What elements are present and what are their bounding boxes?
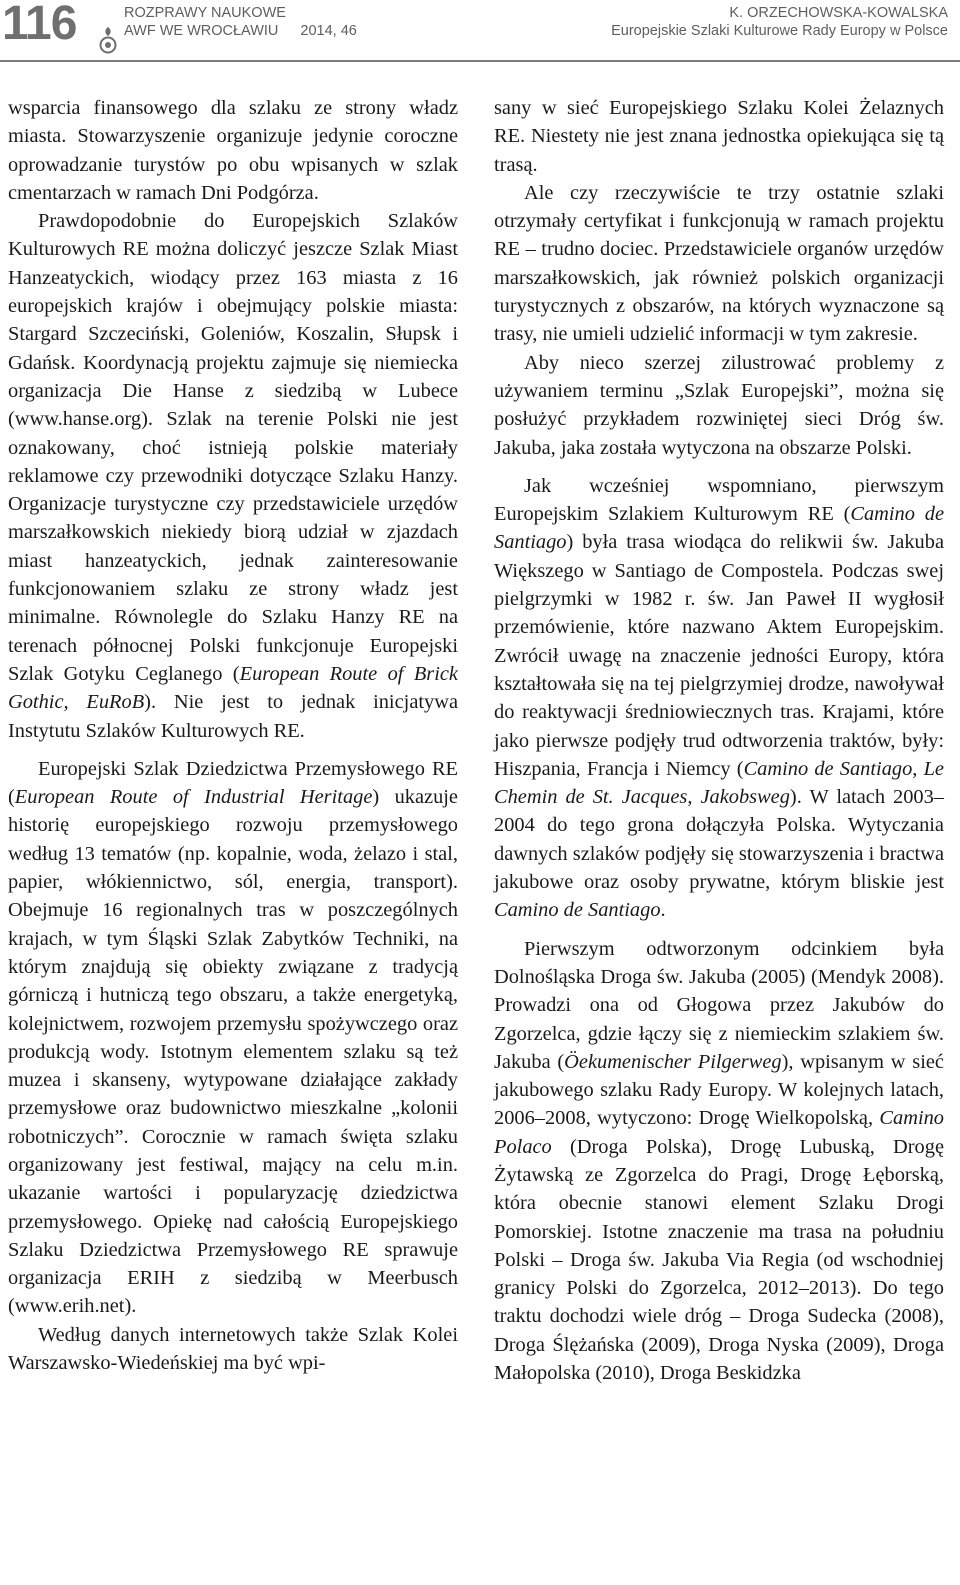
journal-line-1: ROZPRAWY NAUKOWE [124, 5, 286, 21]
page-number: 116 [2, 0, 77, 50]
journal-year-issue: 2014, 46 [300, 23, 357, 39]
paragraph: sany w sieć Europejskiego Szlaku Kolei Żelaznych RE. Niestety nie jest znana jednostka opiekująca się tą trasą. [494, 97, 944, 176]
paragraph: wsparcia finansowego dla szlaku ze strony władz miasta. Stowarzyszenie organizuje jedynie coroczne oprowadzanie turystów po obu wpisanych w szlak cmentarzach w ramach Dni Podgórza. [8, 97, 458, 204]
paragraph: Jak wcześniej wspomniano, pierwszym Europejskim Szlakiem Kulturowym RE (Camino de Santiago) była trasa wiodąca do relikwii św. Jakuba Większego w Santiago de Compostela. Podczas swej pielgrzymki w 1982 r. św. Jan Paweł II wygłosił przemówienie, które nazwano Aktem Europejskim. Zwrócił uwagę na znaczenie jedności Europy, która kształtowała się na tej pielgrzymiej drodze, nawoływał do reaktywacji średniowiecznych tras. Krajami, które jako pierwsze podjęły trud odtworzenia traktów, były: Hiszpania, Francja i Niemcy (Camino de Santiago, Le Chemin de St. Jacques, Jakobsweg). W latach 2003–2004 do tego grona dołączyła Polska. Wytyczania dawnych szlaków podjęły się stowarzyszenia i bractwa jakubowe oraz osoby prywatne, którym bliskie jest Camino de Santiago. [494, 474, 945, 922]
journal-logo-icon [98, 26, 118, 54]
paragraph: Według danych internetowych także Szlak Kolei Warszawsko-Wiedeńskiej ma być wpi- [8, 1323, 458, 1375]
journal-institution: AWF WE WROCŁAWIU [124, 23, 279, 39]
journal-line-2 [124, 22, 357, 40]
right-column [494, 94, 944, 1387]
paragraph: Prawdopodobnie do Europejskich Szlaków Kulturowych RE można doliczyć jeszcze Szlak Miast Hanzeatyckich, wiodący przez 163 miasta z 16 europejskich krajów i obejmujący polskie miasta: Stargard Szczeciński, Goleniów, Koszalin, Słupsk i Gdańsk. Koordynacją projektu zajmuje się niemiecka organizacja Die Hanse z siedzibą w Lubece (www.hanse.org). Szlak na terenie Polski nie jest oznakowany, choć istnieją polskie materiały reklamowe czy przewodniki dotyczące Szlaku Hanzy. Organizacje turystyczne czy przedstawiciele urzędów marszałkowskich niekiedy biorą udział w zjazdach miast hanzeatyckich, jednak zainteresowanie funkcjonowaniem szlaku ze strony władz jest minimalne. Równolegle do Szlaku Hanzy RE na terenach północnej Polski funkcjonuje Europejski Szlak Gotyku Ceglanego (European Route of Brick Gothic, EuRoB). Nie jest to jednak inicjatywa Instytutu Szlaków Kulturowych RE. [8, 210, 458, 742]
author-name: K. ORZECHOWSKA-KOWALSKA [729, 5, 948, 21]
paragraph: Aby nieco szerzej zilustrować problemy z używaniem terminu „Szlak Europejski”, można się posłużyć przykładem rozwiniętej sieci Dróg św. Jakuba, jaka została wytyczona na obszarze Polski. [494, 351, 944, 459]
journal-name [124, 4, 357, 40]
page-header [0, 0, 960, 62]
article-title: Europejskie Szlaki Kulturowe Rady Europy w Polsce [611, 23, 948, 39]
paragraph: Ale czy rzeczywiście te trzy ostatnie szlaki otrzymały certyfikat i funkcjonują w ramach projektu RE – trudno dociec. Przedstawiciele organów urzędów marszałkowskich, jak również polskich organizacji turystycznych z obszarów, na których wyznaczone są trasy, nie umieli udzielić informacji w tym zakresie. [494, 181, 944, 346]
left-column [8, 94, 458, 1377]
paragraph: Pierwszym odtworzonym odcinkiem była Dolnośląska Droga św. Jakuba (2005) (Mendyk 2008). Prowadzi ona od Głogowa przez Jakubów do Zgorzelca, gdzie łączy się z niemieckim szlakiem św. Jakuba (Öekumenischer Pilgerweg), wpisanym w sieć jakubowego szlaku Rady Europy. W kolejnych latach, 2006–2008, wytyczono: Drogę Wielkopolską, Camino Polaco (Droga Polska), Drogę Lubuską, Drogę Żytawską ze Zgorzelca do Pragi, Drogę Łęborską, która obecnie stanowi element Szlaku Drogi Pomorskiej. Istotne znaczenie ma trasa na południu Polski – Droga św. Jakuba Via Regia (od wschodniej granicy Polski do Zgorzelca, 2012–2013). Do tego traktu dochodzi wiele dróg – Droga Sudecka (2008), Droga Ślężańska (2009), Droga Nyska (2009), Droga Małopolska (2010), Droga Beskidzka [494, 937, 944, 1385]
paragraph: Europejski Szlak Dziedzictwa Przemysłowego RE (European Route of Industrial Heritage) ukazuje historię europejskiego rozwoju przemysłowego według 13 tematów (np. kopalnie, woda, żelazo i stal, papier, włókiennictwo, sól, energia, transport). Obejmuje 16 regionalnych tras w poszczególnych krajach, w tym Śląski Szlak Zabytków Techniki, na którym znajdują się obiekty związane z tradycją górniczą i hutniczą tego obszaru, a także energetyką, kolejnictwem, rozwojem przemysłu spożywczego oraz produkcją wody. Istotnym elementem szlaku są też muzea i skanseny, wytypowane działające zakłady przemysłowe oraz budownictwo mieszkalne „kolonii robotniczych”. Corocznie w ramach święta szlaku organizowany jest festiwal, mający na celu m.in. ukazanie wartości i popularyzację dziedzictwa przemysłowego. Opiekę nad całością Europejskiego Szlaku Dziedzictwa Przemysłowego RE sprawuje organizacja ERIH z siedzibą w Meerbusch (www.erih.net). [8, 757, 458, 1318]
running-head [611, 4, 948, 40]
